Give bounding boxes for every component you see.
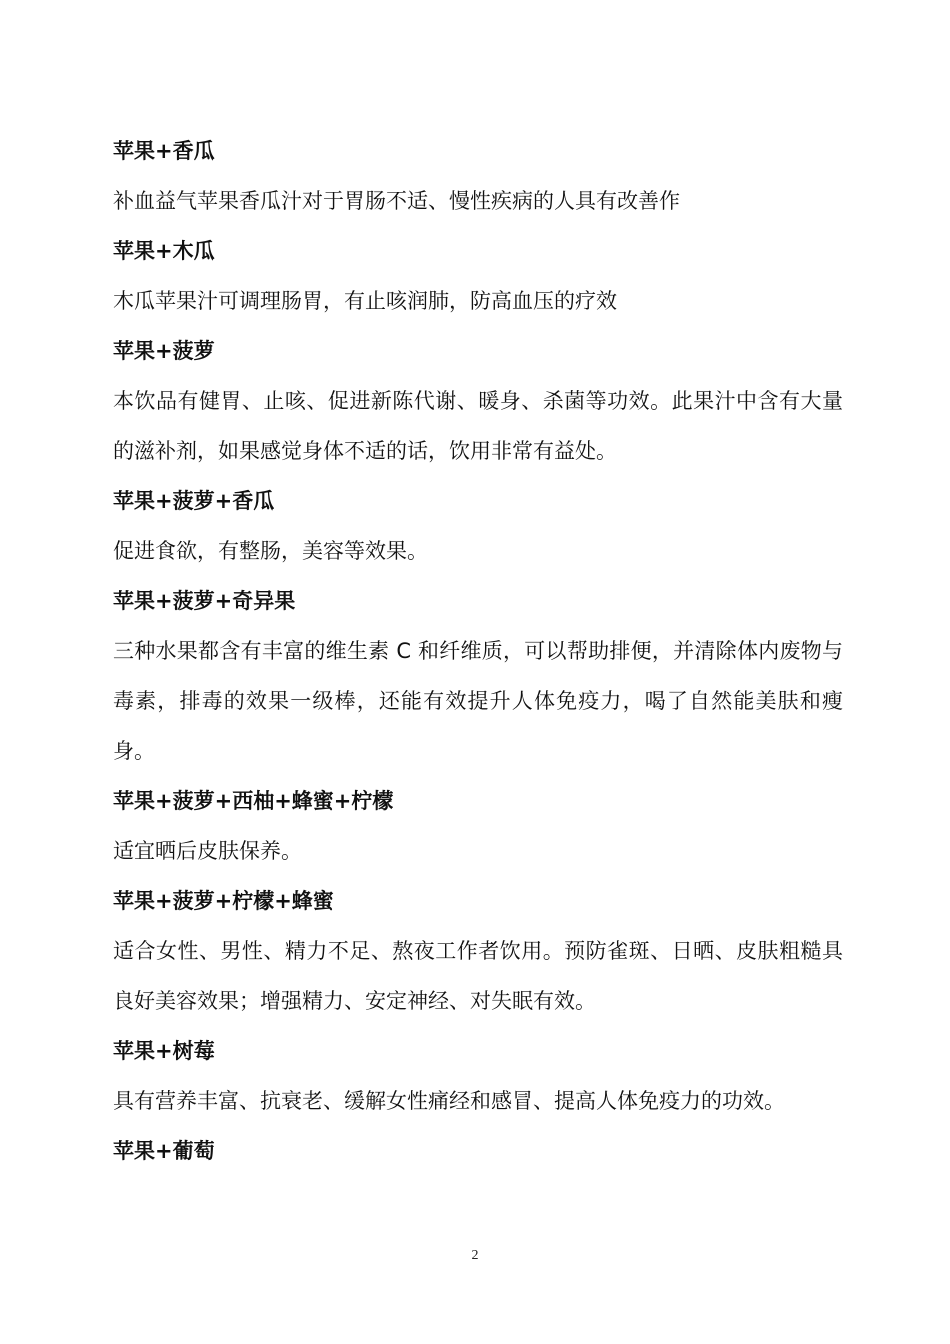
- section-body-apple-raspberry: 具有营养丰富、抗衰老、缓解女性痛经和感冒、提高人体免疫力的功效。: [113, 1089, 785, 1113]
- section-body-apple-pineapple-lemon-honey: 适合女性、男性、精力不足、熬夜工作者饮用。预防雀斑、日晒、皮肤粗糙具良好美容效果；增强精力、安定神经、对失眠有效。: [113, 939, 843, 1013]
- section-heading-apple-pineapple-lemon-honey: 苹果+菠萝+柠檬+蜂蜜: [113, 889, 334, 913]
- section-body-apple-pineapple-melon: 促进食欲，有整肠，美容等效果。: [113, 539, 428, 563]
- section-heading-apple-pineapple-melon: 苹果+菠萝+香瓜: [113, 489, 275, 513]
- section-heading-apple-pineapple: 苹果+菠萝: [113, 339, 215, 363]
- section-body-apple-pineapple-grapefruit-honey-lemon: 适宜晒后皮肤保养。: [113, 839, 302, 863]
- section-heading-apple-melon: 苹果+香瓜: [113, 139, 215, 163]
- section-heading-apple-pineapple-grapefruit-honey-lemon: 苹果+菠萝+西柚+蜂蜜+柠檬: [113, 789, 394, 813]
- section-body-apple-pineapple-kiwi: 三种水果都含有丰富的维生素 C 和纤维质，可以帮助排便，并清除体内废物与毒素，排毒的效果一级棒，还能有效提升人体免疫力，喝了自然能美肤和瘦身。: [113, 639, 843, 763]
- section-body-apple-pineapple: 本饮品有健胃、止咳、促进新陈代谢、暖身、杀菌等功效。此果汁中含有大量的滋补剂，如果感觉身体不适的话，饮用非常有益处。: [113, 389, 843, 463]
- section-heading-apple-pineapple-kiwi: 苹果+菠萝+奇异果: [113, 589, 296, 613]
- section-heading-apple-grape: 苹果+葡萄: [113, 1139, 215, 1163]
- section-heading-apple-papaya: 苹果+木瓜: [113, 239, 215, 263]
- section-heading-apple-raspberry: 苹果+树莓: [113, 1039, 215, 1063]
- section-body-apple-papaya: 木瓜苹果汁可调理肠胃，有止咳润肺，防高血压的疗效: [113, 289, 617, 313]
- section-body-apple-melon: 补血益气苹果香瓜汁对于胃肠不适、慢性疾病的人具有改善作: [113, 189, 680, 213]
- document-content: [113, 126, 843, 1176]
- page-number: 2: [471, 1248, 479, 1263]
